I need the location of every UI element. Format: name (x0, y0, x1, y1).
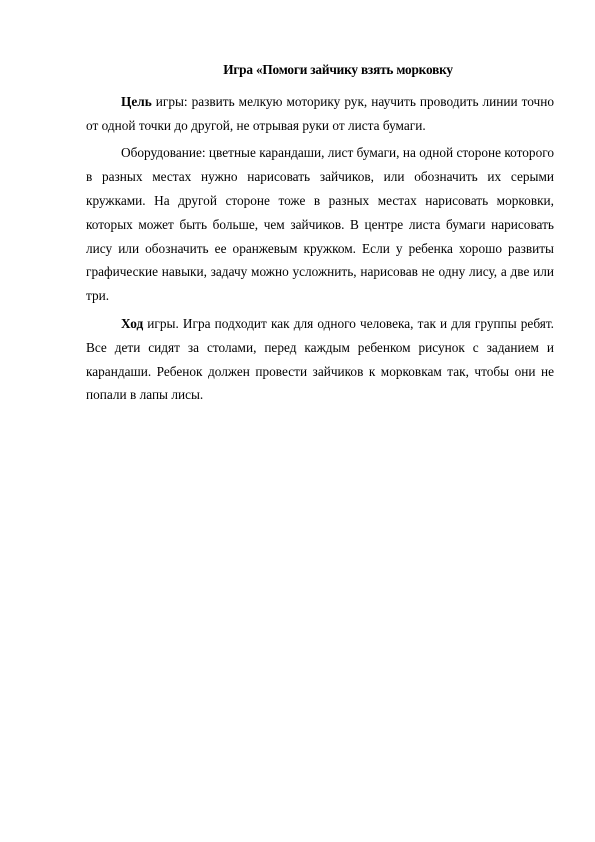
paragraph-game-process (86, 312, 554, 407)
paragraph-goal-text: игры: развить мелкую моторику рук, научить проводить линии точно от одной точки до другой, не отрывая руки от листа бумаги. (86, 93, 554, 133)
paragraph-equipment (86, 141, 554, 308)
document-body (86, 58, 554, 411)
paragraph-equipment-text: Оборудование: цветные карандаши, лист бумаги, на одной стороне которого в разных местах нужно нарисовать зайчиков, или обозначить их серыми кружками. На другой стороне тоже в разных местах нарисовать морковки, которых может быть больше, чем зайчиков. В центре листа бумаги нарисовать лису или обозначить ее оранжевым кружком. Если у ребенка хорошо развиты графические навыки, задачу можно усложнить, нарисовав не одну лису, а две или три. (86, 145, 554, 304)
paragraph-goal (86, 90, 554, 138)
paragraph-game-process-lead: Ход (121, 315, 144, 331)
paragraph-game-process-text: игры. Игра подходит как для одного человека, так и для группы ребят. Все дети сидят за столами, перед каждым ребенком рисунок с заданием и карандаши. Ребенок должен провести зайчиков к морковкам так, чтобы они не попали в лапы лисы. (86, 315, 554, 403)
document-title: Игра «Помоги зайчику взять морковку (223, 62, 453, 77)
paragraph-goal-lead: Цель (121, 93, 152, 109)
